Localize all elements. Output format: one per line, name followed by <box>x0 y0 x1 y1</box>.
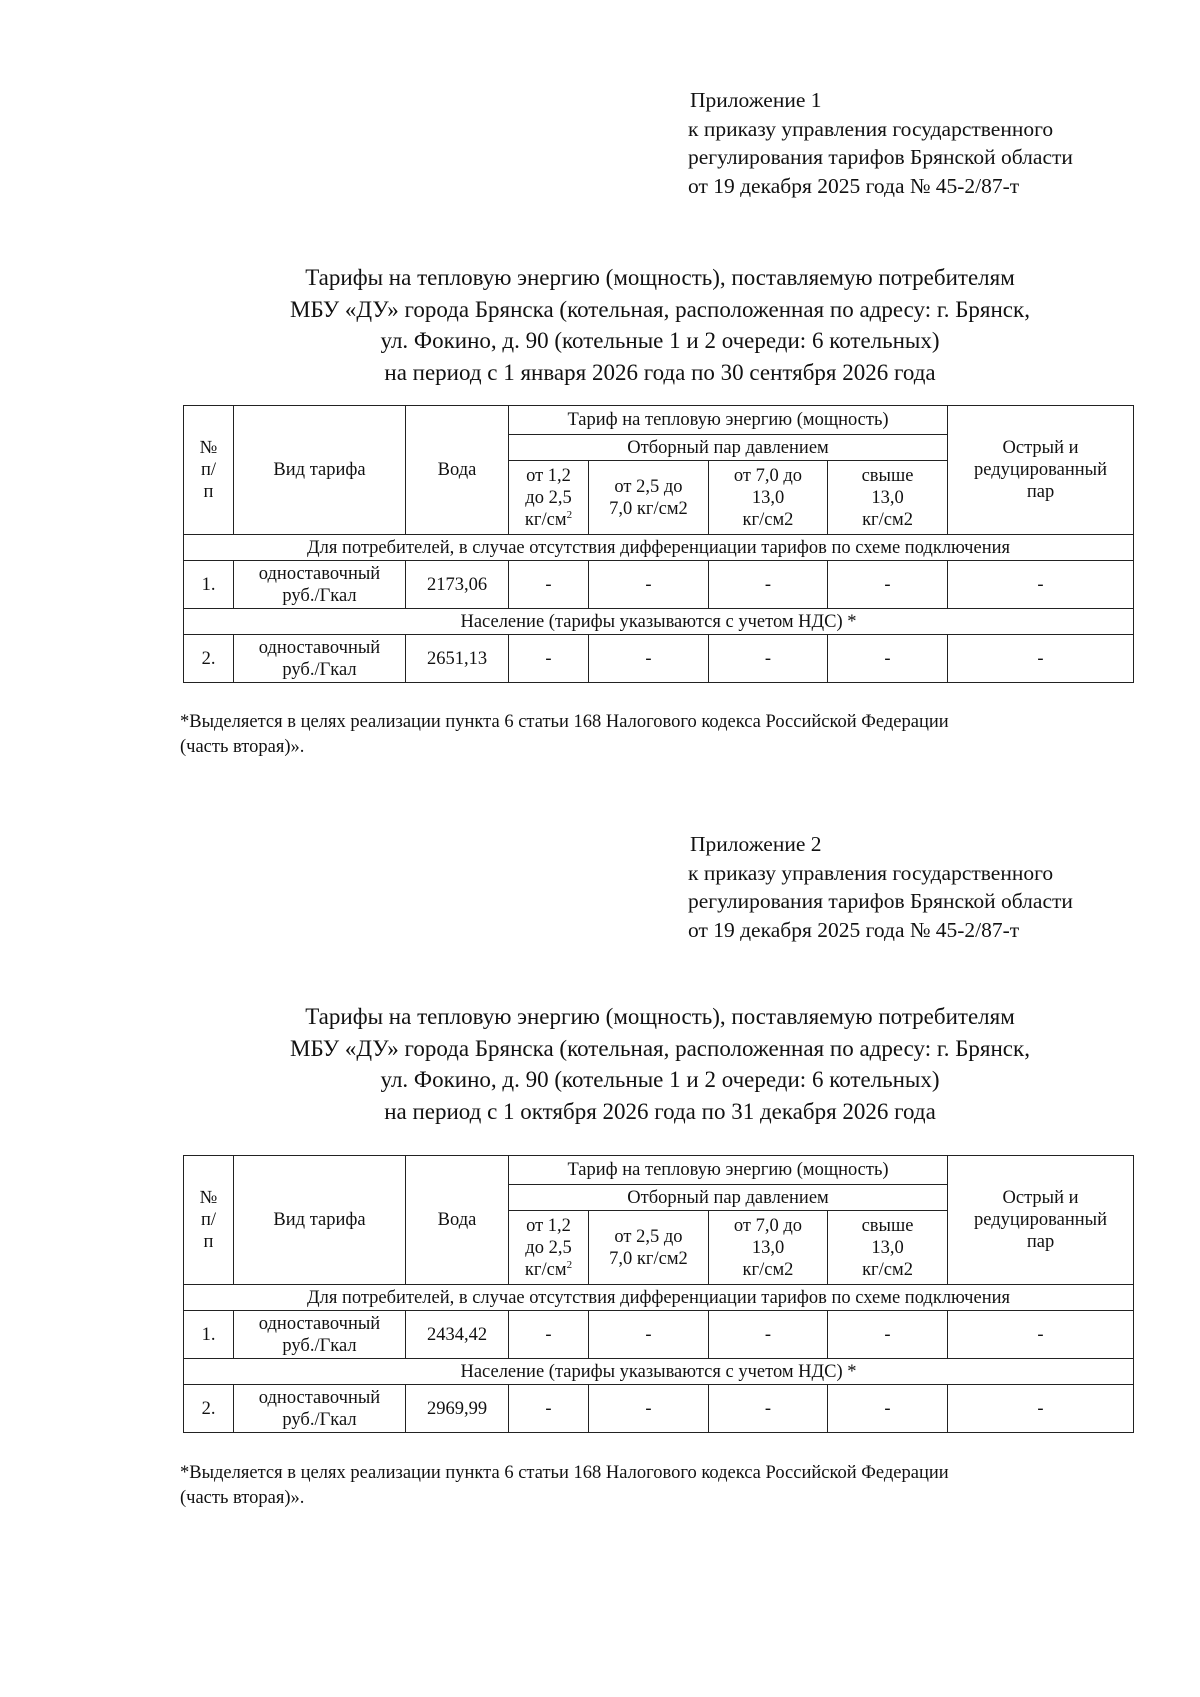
row-type-line: одноставочный <box>258 1313 381 1334</box>
appendix-1-title <box>150 262 1170 388</box>
header-pressure-line: свыше <box>861 465 914 486</box>
title-line: на период с 1 января 2026 года по 30 сентября 2026 года <box>384 359 936 385</box>
header-sharp-line: редуцированный <box>974 460 1108 480</box>
header-water: Вода <box>406 1156 509 1285</box>
header-pressure-line: свыше <box>861 1215 914 1236</box>
table-row <box>184 561 1134 609</box>
tariff-table-2 <box>183 1155 1134 1433</box>
row-num: 2. <box>184 1385 234 1433</box>
row-p4: - <box>828 635 948 683</box>
header-tariff-group: Тариф на тепловую энергию (мощность) <box>509 406 948 435</box>
header-pressure-2 <box>589 461 709 535</box>
header-pressure-line <box>512 1259 585 1281</box>
row-num: 1. <box>184 561 234 609</box>
row-p2: - <box>589 561 709 609</box>
title-line: на период с 1 октября 2026 года по 31 декабря 2026 года <box>384 1098 936 1124</box>
header-pressure-line: 13,0 <box>751 487 785 508</box>
footnote-line: *Выделяется в целях реализации пункта 6 статьи 168 Налогового кодекса Российской Федерации <box>180 1463 949 1483</box>
row-num: 1. <box>184 1311 234 1359</box>
row-p4: - <box>828 1311 948 1359</box>
row-type-line: одноставочный <box>258 637 381 658</box>
header-pressure-line: 13,0 <box>751 1237 785 1258</box>
row-num: 2. <box>184 635 234 683</box>
title-line: ул. Фокино, д. 90 (котельные 1 и 2 очереди: 6 котельных) <box>380 1067 940 1092</box>
footnote-1 <box>180 710 1155 760</box>
header-num-line: № <box>199 438 218 458</box>
header-pressure-3 <box>709 1211 828 1285</box>
table-row <box>184 635 1134 683</box>
header-pressure-line: от 1,2 <box>526 465 571 486</box>
appendix-2-label: Приложение 2 <box>690 832 822 856</box>
row-type-line: руб./Гкал <box>282 585 357 606</box>
header-sharp-line: Острый и <box>1002 438 1079 458</box>
table-row <box>184 1311 1134 1359</box>
header-pressure-line: кг/см2 <box>742 1259 794 1280</box>
row-water: 2434,42 <box>406 1311 509 1359</box>
row-tariff-type <box>234 1311 406 1359</box>
header-pressure-1 <box>509 461 589 535</box>
row-p1: - <box>509 561 589 609</box>
row-sharp: - <box>948 1385 1134 1433</box>
section-general: Для потребителей, в случае отсутствия дифференциации тарифов по схеме подключения <box>184 535 1134 561</box>
appendix-1-authority-line: регулирования тарифов Брянской области <box>688 145 1073 169</box>
header-pressure-line: от 1,2 <box>526 1215 571 1236</box>
header-pressure-4 <box>828 1211 948 1285</box>
row-p2: - <box>589 1311 709 1359</box>
row-sharp: - <box>948 561 1134 609</box>
header-steam-group: Отборный пар давлением <box>509 435 948 461</box>
header-pressure-line: 7,0 кг/см2 <box>609 498 688 519</box>
header-num-line: п/ <box>200 460 217 480</box>
header-pressure-line: 7,0 кг/см2 <box>609 1248 688 1269</box>
header-steam-group: Отборный пар давлением <box>509 1185 948 1211</box>
appendix-2-header <box>688 830 1168 944</box>
row-sharp: - <box>948 1311 1134 1359</box>
header-pressure-line: от 7,0 до <box>733 1215 803 1236</box>
row-water: 2969,99 <box>406 1385 509 1433</box>
header-num <box>184 406 234 535</box>
row-p2: - <box>589 1385 709 1433</box>
unit-superscript: 2 <box>566 508 573 521</box>
appendix-2-title <box>150 1001 1170 1127</box>
unit-text: кг/см <box>524 1259 567 1280</box>
header-num-line: № <box>199 1188 218 1208</box>
row-p1: - <box>509 1385 589 1433</box>
table-row <box>184 1385 1134 1433</box>
header-sharp-line: Острый и <box>1002 1188 1079 1208</box>
header-pressure-3 <box>709 461 828 535</box>
appendix-1-header <box>688 86 1168 200</box>
appendix-2-date-line: от 19 декабря 2025 года № 45-2/87-т <box>688 917 1020 942</box>
header-tariff-type: Вид тарифа <box>234 406 406 535</box>
header-sharp-steam <box>948 1156 1134 1285</box>
footnote-2 <box>180 1461 1155 1511</box>
appendix-2-authority-line: регулирования тарифов Брянской области <box>688 889 1073 913</box>
row-type-line: руб./Гкал <box>282 1335 357 1356</box>
header-pressure-line: кг/см2 <box>742 509 794 530</box>
unit-text: кг/см <box>524 509 567 530</box>
appendix-2-order-line: к приказу управления государственного <box>688 860 1054 885</box>
header-pressure-1 <box>509 1211 589 1285</box>
appendix-1-label: Приложение 1 <box>690 88 822 112</box>
title-line: ул. Фокино, д. 90 (котельные 1 и 2 очереди: 6 котельных) <box>380 328 940 353</box>
header-pressure-line: от 7,0 до <box>733 465 803 486</box>
header-sharp-line: редуцированный <box>974 1210 1108 1230</box>
row-p3: - <box>709 635 828 683</box>
row-type-line: руб./Гкал <box>282 659 357 680</box>
header-pressure-2 <box>589 1211 709 1285</box>
header-tariff-group: Тариф на тепловую энергию (мощность) <box>509 1156 948 1185</box>
row-water: 2651,13 <box>406 635 509 683</box>
section-population: Население (тарифы указываются с учетом НДС) * <box>184 1359 1134 1385</box>
row-p4: - <box>828 561 948 609</box>
header-pressure-line: от 2,5 до <box>614 476 683 497</box>
row-p3: - <box>709 1385 828 1433</box>
header-tariff-type: Вид тарифа <box>234 1156 406 1285</box>
header-num-line: п <box>203 1232 214 1252</box>
header-pressure-line: до 2,5 <box>525 487 572 508</box>
unit-superscript: 2 <box>566 1258 573 1271</box>
header-sharp-steam <box>948 406 1134 535</box>
header-sharp-line: пар <box>1026 1232 1055 1252</box>
header-pressure-line: от 2,5 до <box>614 1226 683 1247</box>
row-p4: - <box>828 1385 948 1433</box>
section-general: Для потребителей, в случае отсутствия дифференциации тарифов по схеме подключения <box>184 1285 1134 1311</box>
row-p1: - <box>509 635 589 683</box>
header-pressure-4 <box>828 461 948 535</box>
row-type-line: одноставочный <box>258 563 381 584</box>
appendix-1-date-line: от 19 декабря 2025 года № 45-2/87-т <box>688 173 1020 198</box>
header-water: Вода <box>406 406 509 535</box>
header-num-line: п/ <box>200 1210 217 1230</box>
title-line: Тарифы на тепловую энергию (мощность), поставляемую потребителям <box>305 1004 1015 1029</box>
title-line: МБУ «ДУ» города Брянска (котельная, расположенная по адресу: г. Брянск, <box>290 296 1030 322</box>
header-num-line: п <box>203 482 214 502</box>
row-p2: - <box>589 635 709 683</box>
footnote-line: *Выделяется в целях реализации пункта 6 статьи 168 Налогового кодекса Российской Федерации <box>180 712 949 732</box>
row-sharp: - <box>948 635 1134 683</box>
header-pressure-line: кг/см2 <box>862 1259 913 1280</box>
header-sharp-line: пар <box>1026 482 1055 502</box>
header-pressure-line: 13,0 <box>871 487 904 508</box>
section-population: Население (тарифы указываются с учетом НДС) * <box>184 609 1134 635</box>
row-tariff-type <box>234 635 406 683</box>
footnote-line: (часть вторая)». <box>180 737 305 757</box>
row-tariff-type <box>234 561 406 609</box>
row-type-line: руб./Гкал <box>282 1409 357 1430</box>
row-tariff-type <box>234 1385 406 1433</box>
header-pressure-line: кг/см2 <box>862 509 913 530</box>
row-p3: - <box>709 561 828 609</box>
header-num <box>184 1156 234 1285</box>
row-water: 2173,06 <box>406 561 509 609</box>
row-p1: - <box>509 1311 589 1359</box>
title-line: МБУ «ДУ» города Брянска (котельная, расположенная по адресу: г. Брянск, <box>290 1035 1030 1061</box>
header-pressure-line <box>512 509 585 531</box>
row-type-line: одноставочный <box>258 1387 381 1408</box>
tariff-table-1 <box>183 405 1134 683</box>
row-p3: - <box>709 1311 828 1359</box>
header-pressure-line: до 2,5 <box>525 1237 572 1258</box>
header-pressure-line: 13,0 <box>871 1237 904 1258</box>
footnote-line: (часть вторая)». <box>180 1488 305 1508</box>
appendix-1-order-line: к приказу управления государственного <box>688 116 1054 141</box>
title-line: Тарифы на тепловую энергию (мощность), поставляемую потребителям <box>305 265 1015 290</box>
